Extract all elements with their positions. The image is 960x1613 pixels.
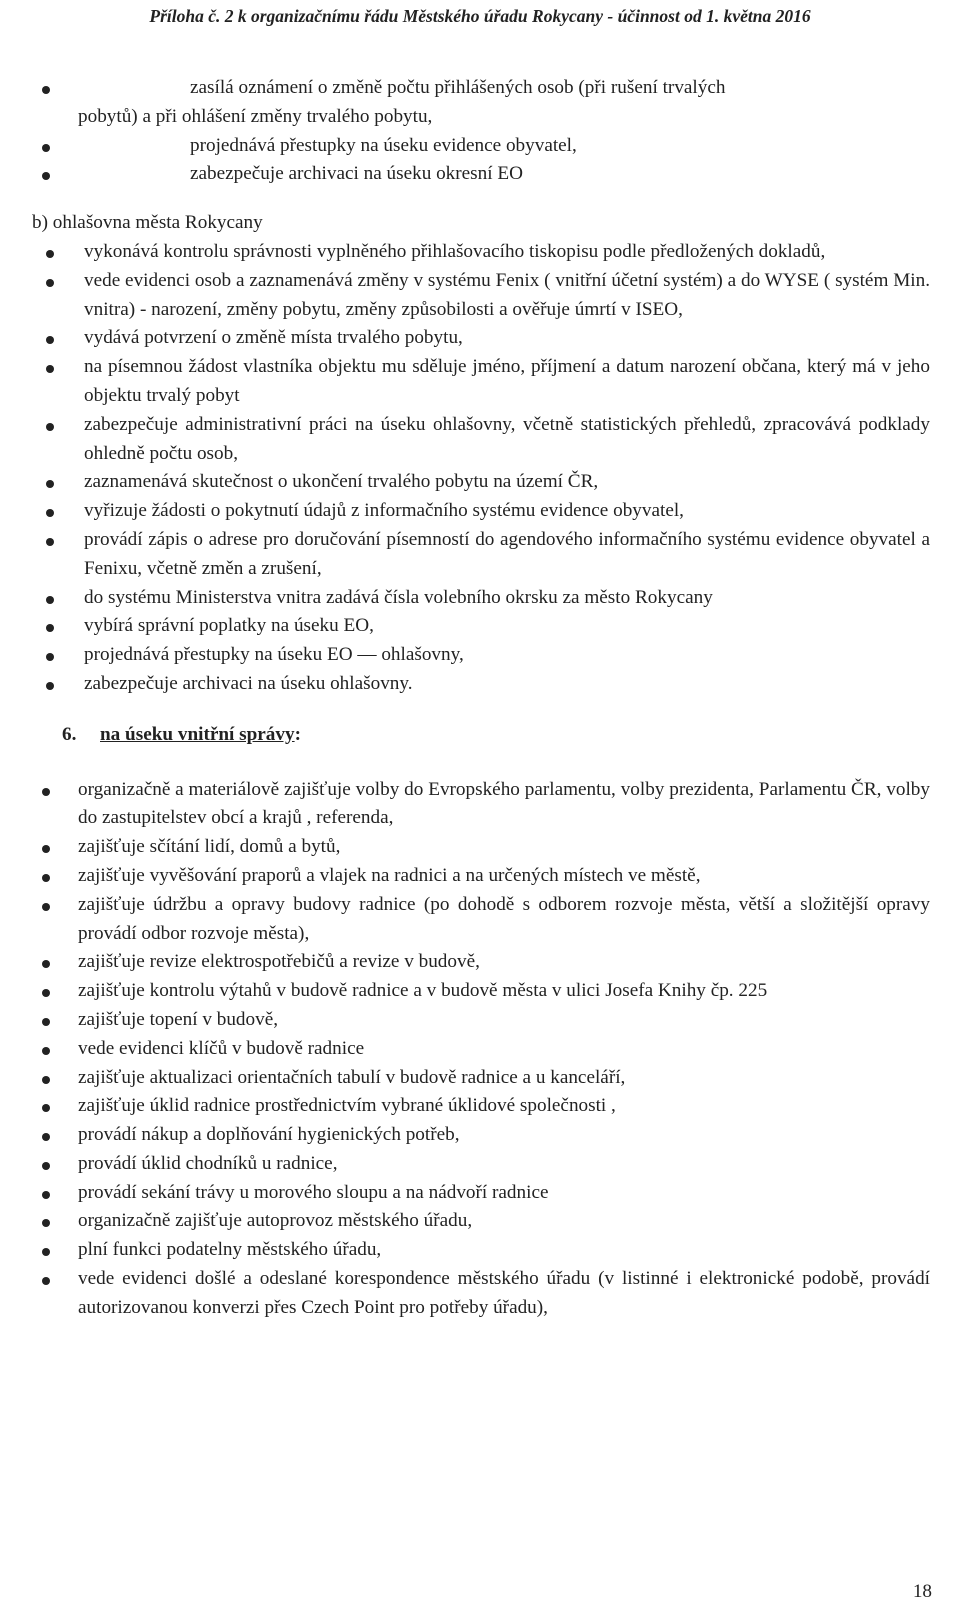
list-item-text: zajišťuje vyvěšování praporů a vlajek na radnici a na určených místech ve městě, — [78, 864, 701, 886]
list-item — [42, 497, 930, 526]
section-number: 6. — [62, 723, 77, 745]
list-item-text: zajišťuje topení v budově, — [78, 1008, 279, 1030]
list-item-text: projednává přestupky na úseku EO — ohlašovny, — [84, 644, 464, 666]
page-number: 18 — [912, 1581, 932, 1602]
internal-administration-duties-list — [42, 776, 930, 1323]
subsection-heading: b) ohlašovna města Rokycany — [32, 212, 263, 234]
bullet-icon — [46, 596, 54, 604]
bullet-icon — [42, 1133, 50, 1141]
bullet-icon — [42, 1076, 50, 1084]
list-item — [42, 132, 930, 161]
list-item — [42, 324, 930, 353]
list-item — [42, 833, 930, 862]
section-title: na úseku vnitřní správy — [100, 723, 295, 745]
list-item-text: vede evidenci klíčů v budově radnice — [78, 1037, 365, 1059]
list-item — [42, 891, 930, 949]
bullet-icon — [42, 989, 50, 997]
list-item — [42, 641, 930, 670]
list-item — [42, 1179, 930, 1208]
section-title-colon: : — [294, 723, 301, 745]
list-item — [42, 977, 930, 1006]
list-item-text: zabezpečuje administrativní práci na úseku ohlašovny, včetně statistických přehledů, zpracovává podklady ohledně počtu osob, — [84, 413, 930, 464]
bullet-icon — [42, 1047, 50, 1055]
list-item — [42, 267, 930, 325]
list-item — [42, 1121, 930, 1150]
bullet-icon — [42, 845, 50, 853]
list-item-text: zajišťuje aktualizaci orientačních tabulí v budově radnice a u kanceláří, — [78, 1066, 626, 1088]
bullet-icon — [46, 336, 54, 344]
list-item — [42, 1236, 930, 1265]
list-item — [42, 353, 930, 411]
list-item-text: zajišťuje kontrolu výtahů v budově radnice a v budově města v ulici Josefa Knihy čp. 225 — [78, 980, 768, 1002]
bullet-icon — [42, 903, 50, 911]
list-item — [42, 411, 930, 469]
list-item — [42, 1064, 930, 1093]
list-item — [42, 1265, 930, 1323]
list-item — [42, 862, 930, 891]
list-item-text: vede evidenci osob a zaznamenává změny v systému Fenix ( vnitřní účetní systém) a do WYSE ( systém Min. vnitra) - narození, změny pobytu, změny způsobilosti a ověřuje úmrtí v ISEO, — [84, 269, 930, 320]
bullet-icon — [42, 874, 50, 882]
bullet-icon — [42, 1277, 50, 1285]
list-item — [42, 1150, 930, 1179]
list-item-text: zasílá oznámení o změně počtu přihlášených osob (při rušení trvalých — [190, 77, 726, 98]
list-item-text: provádí nákup a doplňování hygienických potřeb, — [78, 1124, 460, 1146]
list-item — [42, 468, 930, 497]
bullet-icon — [42, 144, 50, 152]
list-item-text: vydává potvrzení o změně místa trvalého pobytu, — [84, 327, 463, 349]
bullet-icon — [46, 538, 54, 546]
document-body — [32, 74, 930, 1323]
list-item-text: zajišťuje údržbu a opravy budovy radnice (po dohodě s odborem rozvoje města, větší a složitější opravy provádí odbor rozvoje města), — [78, 893, 930, 944]
bullet-icon — [46, 653, 54, 661]
list-item-text: zaznamenává skutečnost o ukončení trvalého pobytu na území ČR, — [84, 471, 599, 493]
list-item-text: organizačně zajišťuje autoprovoz městského úřadu, — [78, 1210, 473, 1232]
list-item-text: vyřizuje žádosti o pokytnutí údajů z informačního systému evidence obyvatel, — [84, 500, 684, 522]
bullet-icon — [42, 1248, 50, 1256]
bullet-icon — [42, 86, 50, 94]
bullet-icon — [46, 509, 54, 517]
list-item — [42, 612, 930, 641]
list-item-text: plní funkci podatelny městského úřadu, — [78, 1239, 382, 1261]
list-item-text: vybírá správní poplatky na úseku EO, — [84, 615, 374, 637]
bullet-icon — [46, 480, 54, 488]
list-item-text: zabezpečuje archivaci na úseku okresní EO — [190, 163, 523, 185]
bullet-icon — [46, 279, 54, 287]
bullet-icon — [46, 682, 54, 690]
list-item — [42, 74, 930, 132]
list-item-text: zajišťuje sčítání lidí, domů a bytů, — [78, 836, 341, 858]
bullet-icon — [42, 1104, 50, 1112]
list-item-text: zajišťuje úklid radnice prostřednictvím vybrané úklidové společnosti , — [78, 1095, 616, 1117]
bullet-icon — [46, 423, 54, 431]
bullet-icon — [42, 1191, 50, 1199]
list-item — [42, 670, 930, 699]
list-item-text: organizačně a materiálově zajišťuje volby do Evropského parlamentu, volby prezidenta, Parlamentu ČR, volby do zastupitelstev obcí a krajů , referenda, — [78, 778, 930, 829]
section-heading — [62, 721, 930, 750]
list-item-text: zabezpečuje archivaci na úseku ohlašovny. — [84, 672, 413, 694]
list-item-text: zajišťuje revize elektrospotřebičů a revize v budově, — [78, 951, 480, 973]
bullet-icon — [42, 172, 50, 180]
list-item-text: do systému Ministerstva vnitra zadává čísla volebního okrsku za město Rokycany — [84, 586, 713, 608]
bullet-icon — [42, 1219, 50, 1227]
list-item-text: provádí sekání trávy u morového sloupu a na nádvoří radnice — [78, 1181, 549, 1203]
page-header: Příloha č. 2 k organizačnímu řádu Městského úřadu Rokycany - účinnost od 1. května 2016 — [149, 6, 811, 26]
ohlasovna-duties-list — [42, 238, 930, 699]
bullet-icon — [42, 1162, 50, 1170]
list-item-text: na písemnou žádost vlastníka objektu mu sděluje jméno, příjmení a datum narození občana, který má v jeho objektu trvalý pobyt — [84, 356, 930, 406]
list-item — [42, 948, 930, 977]
list-item-text-continued: pobytů) a při ohlášení změny trvalého pobytu, — [78, 105, 433, 127]
list-item-text: provádí úklid chodníků u radnice, — [78, 1152, 338, 1174]
bullet-icon — [42, 788, 50, 796]
list-item — [42, 584, 930, 613]
list-item — [42, 1035, 930, 1064]
list-item — [42, 1092, 930, 1121]
list-item — [42, 526, 930, 584]
bullet-icon — [42, 1018, 50, 1026]
bullet-icon — [46, 365, 54, 373]
bullet-icon — [46, 624, 54, 632]
list-item — [42, 1207, 930, 1236]
continuation-list — [42, 74, 930, 189]
list-item — [42, 776, 930, 834]
list-item-text: vede evidenci došlé a odeslané korespondence městského úřadu (v listinné i elektronické podobě, provádí autorizovanou konverzi přes Czech Point pro potřeby úřadu), — [78, 1268, 930, 1318]
list-item-text: projednává přestupky na úseku evidence obyvatel, — [190, 134, 577, 156]
bullet-icon — [46, 250, 54, 258]
list-item — [42, 160, 930, 189]
list-item-text: vykonává kontrolu správnosti vyplněného přihlašovacího tiskopisu podle předložených dokladů, — [84, 240, 826, 262]
bullet-icon — [42, 960, 50, 968]
list-item — [42, 238, 930, 267]
list-item-text: provádí zápis o adrese pro doručování písemností do agendového informačního systému evidence obyvatel a Fenixu, včetně změn a zrušení, — [84, 528, 930, 579]
list-item — [42, 1006, 930, 1035]
